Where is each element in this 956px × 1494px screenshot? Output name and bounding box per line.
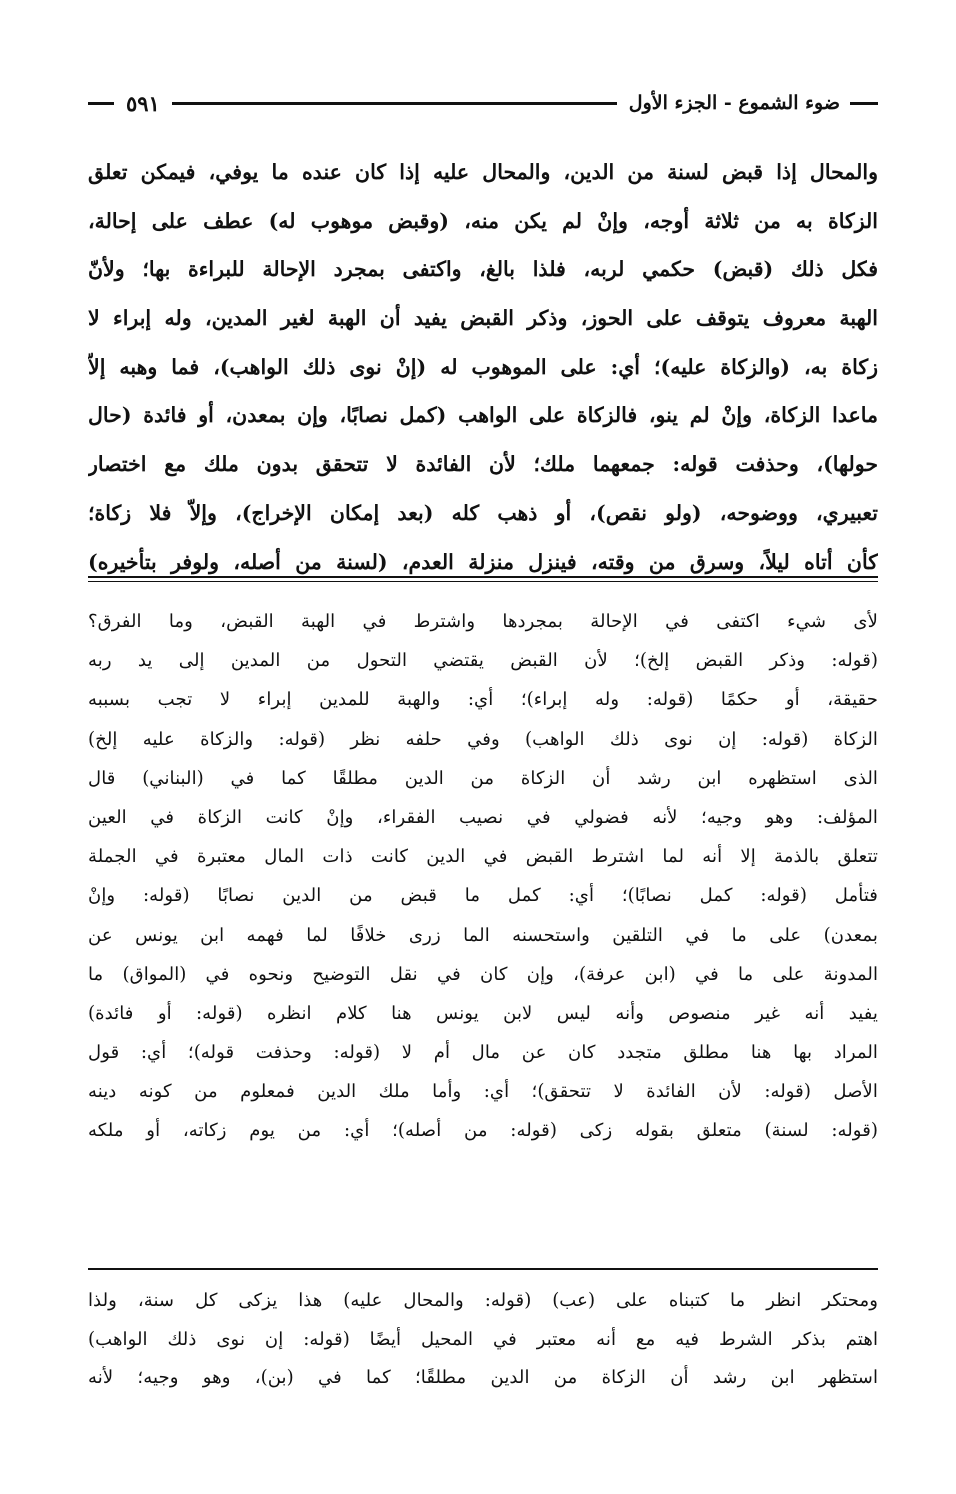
- commentary-line: تتعلق بالذمة إلا أنه لما اشترط القبض في الدين كانت ذات المال معتبرة في الجملة: [88, 846, 878, 868]
- commentary-line: (قوله: لسنة) متعلق بقوله زكى (قوله: من أصله)؛ أي: من يوم زكاته، أو ملكه: [88, 1120, 878, 1142]
- page-number: ٥٩١: [126, 90, 160, 116]
- commentary-line: الذى استظهره ابن رشد أن الزكاة من الدين مطلقًا كما في (البناني) قال: [88, 767, 878, 789]
- commentary-line: الزكاة (قوله: إن نوى ذلك الواهب) وفي حلفه نظر (قوله: والزكاة عليه إلخ): [88, 728, 878, 750]
- commentary-line: بمعدن) على ما في التلقين واستحسنه الما زرى خلافًا لما فهمه ابن يونس عن: [88, 924, 878, 946]
- main-text-line: ماعدا الزكاة، وإنْ لم ينو، فالزكاة على الواهب (كمل نصابًا، وإن بمعدن، أو فائدة (حال: [88, 403, 878, 428]
- commentary-text: [88, 602, 878, 1151]
- commentary-line: لأى شيء اكتفى في الإحالة بمجردها واشترط في الهبة القبض، وما الفرق؟: [88, 611, 878, 632]
- commentary-line: فتأمل (قوله: كمل نصابًا)؛ أي: كمل ما قبض من الدين نصابًا (قوله: وإنْ: [88, 885, 878, 907]
- footnote-line: اهتم بذكر الشرط فيه مع أنه معتبر في المحيل أيضًا (قوله: إن نوى ذلك الواهب): [88, 1328, 878, 1350]
- commentary-line: (قوله: وذكر القبض إلخ)؛ لأن القبض يقتضي التحول من المدين إلى يد ربه: [88, 650, 878, 672]
- commentary-line: حقيقة، أو حكمًا (قوله: وله إبراء)؛ أي: والهبة للمدين إبراء لا تجب بسببه: [88, 689, 878, 711]
- main-text-line: والمحال إذا قبض لسنة من الدين، والمحال عليه إذا كان عنده ما يوفي، فيمكن تعلق: [88, 160, 878, 184]
- footnote-line: ومحتكر انظر ما كتبناه على (عب) (قوله: والمحال عليه) هذا يزكى كل سنة، ولذا: [88, 1290, 878, 1311]
- commentary-line: الأصل (قوله: لأن الفائدة لا تتحقق)؛ أي: وأما ملك الدين فمعلوم من كونه دينه: [88, 1081, 878, 1103]
- commentary-line: المراد بها هنا مطلق متجدد كان عن مال أم لا (قوله: وحذفت قوله)؛ أي: قول: [88, 1042, 878, 1064]
- main-text-line: حولها)، وحذفت قوله: جمعهما ملك؛ لأن الفائدة لا تتحقق بدون ملك مع اختصار: [88, 452, 878, 477]
- main-text-line: كأن أتاه ليلاً، وسرق من وقته، فينزل منزلة العدم، (لسنة من أصله، ولوفر بتأخيره): [88, 549, 878, 574]
- footnote-divider: [88, 1268, 878, 1270]
- main-text-line: فكل ذلك (قبض) حكمي لربه، فلذا بالغ، واكتفى بمجرد الإحالة للبراءة بها؛ ولأنّ: [88, 257, 878, 282]
- footnote-line: استظهر ابن رشد أن الزكاة من الدين مطلقًا؛ كما في (بن)، وهو وجيه؛ لأنه: [88, 1367, 878, 1388]
- main-text-line: زكاة به، (والزكاة عليه)؛ أي: على الموهوب له (إنْ نوى ذلك الواهب)، فما وهبه إلاّ: [88, 354, 878, 379]
- main-text-line: الهبة معروف يتوقف على الحوز، وذكر القبض يفيد أن الهبة لغير المدين، وله إبراء لا: [88, 306, 878, 331]
- footnote-text: [88, 1282, 878, 1398]
- commentary-line: المؤلف: وهو وجيه؛ لأنه فضولي في نصيب الفقراء، وإنْ كانت الزكاة في العين: [88, 806, 878, 828]
- header-rule: [172, 102, 617, 105]
- book-title: ضوء الشموع - الجزء الأول: [628, 92, 840, 114]
- main-text-line: الزكاة به من ثلاثة أوجه، وإنْ لم يكن منه، (وقبض موهوب له) عطف على إحالة،: [88, 208, 878, 233]
- commentary-line: المدونة على ما في (ابن عرفة)، وإن كان في نقل التوضيح ونحوه في (المواق) ما: [88, 963, 878, 985]
- header-lead-rule: [850, 102, 878, 105]
- main-text: [88, 148, 878, 586]
- commentary-line: يفيد أنه غير منصوص وأنه ليس لابن يونس هنا كلام انظره (قوله: أو فائدة): [88, 1002, 878, 1024]
- main-commentary-divider: [88, 576, 878, 582]
- header-tail-rule: [88, 102, 114, 105]
- main-text-line: تعبيري، ووضوحه، (ولو نقص)، أو ذهب كله (بعد إمكان الإخراج)، وإلاّ فلا زكاة؛: [88, 500, 878, 525]
- running-header: [88, 88, 878, 118]
